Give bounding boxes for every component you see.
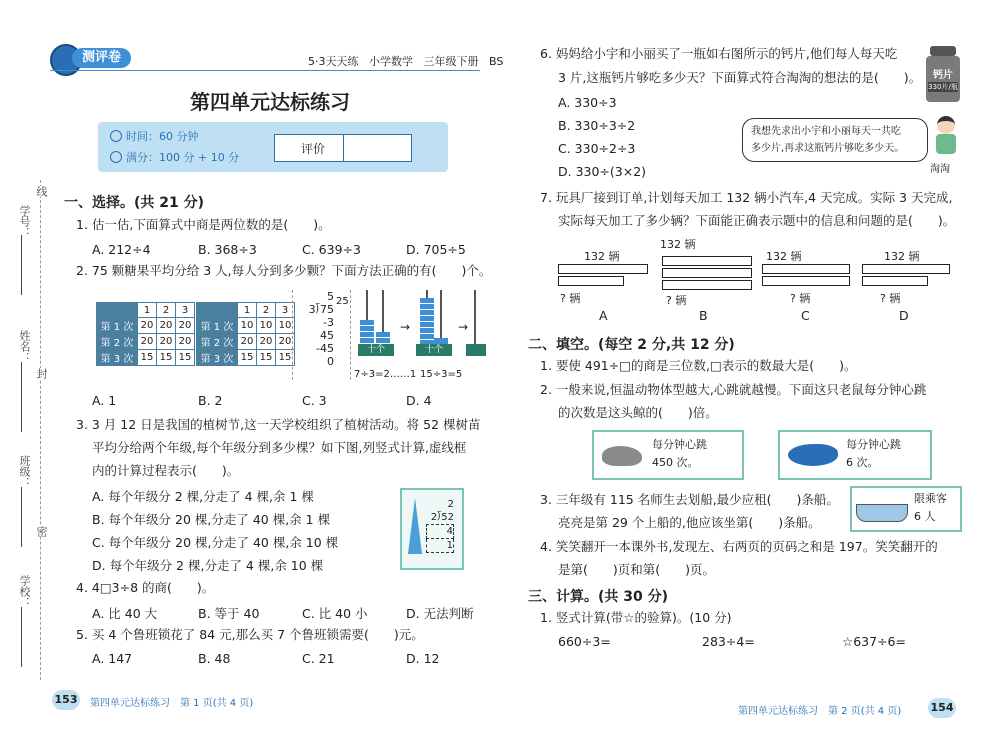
section-calc: 三、计算。(共 30 分) xyxy=(528,589,669,605)
q7-line2: 实际每天加工了多少辆？下面能正确表示题中的信息和问题的是( )。 xyxy=(558,213,956,228)
margin-name: 姓名： xyxy=(18,330,31,363)
mouse-text-2: 450 次。 xyxy=(652,456,699,469)
q3-line3: 内的计算过程表示( )。 xyxy=(92,463,240,478)
bottle-label: 钙片 xyxy=(933,70,953,81)
calc-1: 660÷3= xyxy=(558,634,611,649)
q7-b-bar-top xyxy=(662,256,752,266)
q7-d-unknown: ? 辆 xyxy=(880,292,901,305)
clock-icon xyxy=(110,130,122,142)
q6-option-a[interactable]: A. 330÷3 xyxy=(558,95,617,110)
q3-option-d[interactable]: D. 每个年级分 2 棵,分走了 4 棵,余 10 棵 xyxy=(92,558,324,573)
q4-option-a[interactable]: A. 比 40 大 xyxy=(92,606,158,621)
calc-2: 283÷4= xyxy=(702,634,755,649)
person-icon xyxy=(934,116,958,156)
badge: 测评卷 xyxy=(50,44,140,72)
q2-divider-line-2 xyxy=(350,290,351,380)
q5-text: 5. 买 4 个鲁班锁花了 84 元,那么买 7 个鲁班锁需要( )元。 xyxy=(76,627,424,642)
q2-text: 2. 75 颗糖果平均分给 3 人,每人分到多少颗？下面方法正确的有( )个。 xyxy=(76,263,492,278)
f4-line2: 是第( )页和第( )页。 xyxy=(558,562,716,577)
f4-line1: 4. 笑笑翻开一本课外书,发现左、右两页的页码之和是 197。笑笑翻开的 xyxy=(540,539,938,554)
header-rule xyxy=(50,70,480,71)
q6-option-c[interactable]: C. 330÷2÷3 xyxy=(558,141,636,156)
q7-c-bar-top xyxy=(762,264,850,274)
footer-right: 第四单元达标练习 第 2 页(共 4 页) xyxy=(738,706,902,717)
whale-text-1: 每分钟心跳 xyxy=(846,438,901,451)
eval-box xyxy=(274,134,412,162)
q2-option-d[interactable]: D. 4 xyxy=(406,393,432,408)
q6-option-b[interactable]: B. 330÷3÷2 xyxy=(558,118,636,133)
f2-line1: 2. 一般来说,恒温动物体型越大,心跳就越慢。下面这只老鼠每分钟心跳 xyxy=(540,382,927,397)
q7-option-c[interactable]: C xyxy=(801,308,810,323)
boat-text-1: 限乘客 xyxy=(914,492,947,505)
f1-text: 1. 要使 491÷□的商是三位数,□表示的数最大是( )。 xyxy=(540,358,857,373)
q4-option-d[interactable]: D. 无法判断 xyxy=(406,606,474,621)
q7-a-label: 132 辆 xyxy=(584,250,620,263)
f2-line2: 的次数是这头鲸的( )倍。 xyxy=(558,405,718,420)
page-number-left: 153 xyxy=(52,690,80,710)
eval-divider xyxy=(343,135,344,161)
q5-option-d[interactable]: D. 12 xyxy=(406,651,440,666)
margin-student-id: 学号： xyxy=(18,205,31,238)
q7-c-bar-bottom xyxy=(762,276,850,286)
margin-name-line xyxy=(21,362,22,432)
section-fill: 二、填空。(每空 2 分,共 12 分) xyxy=(528,337,735,353)
margin-class: 班级： xyxy=(18,455,31,488)
bottle-count: 330片/瓶 xyxy=(928,83,958,91)
bottle-icon xyxy=(926,46,960,102)
q6-line1: 6. 妈妈给小宇和小丽买了一瓶如右图所示的钙片,他们每人每天吃 xyxy=(540,46,898,61)
calc-3: ☆637÷6= xyxy=(842,634,906,649)
q7-b-label: 132 辆 xyxy=(660,238,696,251)
q2-side-number: 25 xyxy=(336,296,349,307)
q6-line2: 3 片,这瓶钙片够吃多少天？下面算式符合淘淘的想法的是( )。 xyxy=(558,70,922,85)
q2-option-c[interactable]: C. 3 xyxy=(302,393,327,408)
q7-c-unknown: ? 辆 xyxy=(790,292,811,305)
q4-option-b[interactable]: B. 等于 40 xyxy=(198,606,260,621)
q7-d-label: 132 辆 xyxy=(884,250,920,263)
boat-card xyxy=(850,486,962,532)
q7-b-bar-bottom xyxy=(662,280,752,290)
section-choice: 一、选择。(共 21 分) xyxy=(64,195,205,211)
whale-card xyxy=(778,430,932,480)
boat-icon xyxy=(856,504,908,522)
score-text: 满分：100 分 + 10 分 xyxy=(126,151,240,164)
f3-line1: 3. 三年级有 115 名师生去划船,最少应租( )条船。 xyxy=(540,492,839,507)
q7-option-a[interactable]: A xyxy=(599,308,608,323)
q7-a-bar-bottom xyxy=(558,276,624,286)
q5-option-b[interactable]: B. 48 xyxy=(198,651,231,666)
q2-table-b: 1 2 3 第 1 次 10 10 10 第 2 次 20 20 20 第 3 次 15 15 15 xyxy=(196,302,295,366)
mouse-icon xyxy=(602,446,642,466)
header-series: 5·3天天练 小学数学 三年级下册 BS xyxy=(308,55,504,68)
q1-text: 1. 估一估,下面算式中商是两位数的是( )。 xyxy=(76,217,331,232)
info-box xyxy=(98,122,448,172)
q3-option-a[interactable]: A. 每个年级分 2 棵,分走了 4 棵,余 1 棵 xyxy=(92,489,314,504)
q7-b-unknown: ? 辆 xyxy=(666,294,687,307)
q7-option-b[interactable]: B xyxy=(699,308,708,323)
q2-abacus-eq1: 7÷3=2……1 xyxy=(354,369,417,380)
q2-long-division: 5 3⟌75 -3 45 -45 0 xyxy=(308,290,334,368)
tree-icon xyxy=(408,498,422,554)
person-name: 淘淘 xyxy=(930,164,950,175)
q7-c-label: 132 辆 xyxy=(766,250,802,263)
margin-school-line xyxy=(21,607,22,667)
margin-dense-word: 密 xyxy=(35,526,48,537)
c1-text: 1. 竖式计算(带☆的验算)。(10 分) xyxy=(540,610,732,625)
page-number-right: 154 xyxy=(928,698,956,718)
q7-d-bar-top xyxy=(862,264,950,274)
footer-left: 第四单元达标练习 第 1 页(共 4 页) xyxy=(90,698,254,709)
q6-option-d[interactable]: D. 330÷(3×2) xyxy=(558,164,647,179)
q1-option-c[interactable]: C. 639÷3 xyxy=(302,242,361,257)
q1-option-d[interactable]: D. 705÷5 xyxy=(406,242,466,257)
q3-line2: 平均分给两个年级,每个年级分到多少棵？如下图,列竖式计算,虚线框 xyxy=(92,440,467,455)
q4-option-c[interactable]: C. 比 40 小 xyxy=(302,606,368,621)
page-title: 第四单元达标练习 xyxy=(190,90,350,114)
q7-d-bar-bottom xyxy=(862,276,928,286)
q3-option-b[interactable]: B. 每个年级分 20 棵,分走了 40 棵,余 1 棵 xyxy=(92,512,331,527)
margin-class-line xyxy=(21,487,22,547)
f3-line2: 亮亮是第 29 个上船的,他应该坐第( )条船。 xyxy=(558,515,821,530)
q3-line1: 3. 3 月 12 日是我国的植树节,这一天学校组织了植树活动。将 52 棵树苗 xyxy=(76,417,481,432)
whale-icon xyxy=(788,444,838,466)
q2-divider-line xyxy=(292,290,293,380)
q7-b-bar-mid xyxy=(662,268,752,278)
q7-a-unknown: ? 辆 xyxy=(560,292,581,305)
whale-text-2: 6 次。 xyxy=(846,456,879,469)
q7-a-bar-top xyxy=(558,264,648,274)
q4-text: 4. 4□3÷8 的商( )。 xyxy=(76,580,215,595)
q5-option-a[interactable]: A. 147 xyxy=(92,651,133,666)
margin-school: 学校： xyxy=(18,575,31,608)
abacus-icon: 十个 → 十个 → xyxy=(356,290,486,356)
q7-line1: 7. 玩具厂接到订单,计划每天加工 132 辆小汽车,4 天完成。实际 3 天完成, xyxy=(540,190,953,205)
margin-seal-word: 封 xyxy=(35,368,48,379)
eval-label: 评价 xyxy=(301,142,326,156)
q2-table-a: 1 2 3 第 1 次 20 20 20 第 2 次 20 20 20 第 3 次 15 15 15 xyxy=(96,302,195,366)
q2-option-a[interactable]: A. 1 xyxy=(92,393,117,408)
time-text: 时间：60 分钟 xyxy=(126,130,199,143)
q5-option-c[interactable]: C. 21 xyxy=(302,651,335,666)
q7-option-d[interactable]: D xyxy=(899,308,909,323)
margin-dashed-line xyxy=(40,180,41,680)
q1-option-b[interactable]: B. 368÷3 xyxy=(198,242,257,257)
q3-tree-figure: 2 2⟌52 4 1 xyxy=(400,488,464,570)
mouse-card xyxy=(592,430,744,480)
q3-option-c[interactable]: C. 每个年级分 20 棵,分走了 40 棵,余 10 棵 xyxy=(92,535,339,550)
check-icon xyxy=(110,151,122,163)
margin-line-word: 线 xyxy=(35,186,48,197)
q1-option-a[interactable]: A. 212÷4 xyxy=(92,242,151,257)
margin-id-line xyxy=(21,235,22,295)
q2-option-b[interactable]: B. 2 xyxy=(198,393,223,408)
boat-text-2: 6 人 xyxy=(914,510,936,523)
mouse-text-1: 每分钟心跳 xyxy=(652,438,707,451)
q2-abacus-eq2: 15÷3=5 xyxy=(420,369,463,380)
speech-bubble: 我想先求出小宇和小丽每天一共吃 多少片,再求这瓶钙片够吃多少天。 xyxy=(742,118,928,162)
